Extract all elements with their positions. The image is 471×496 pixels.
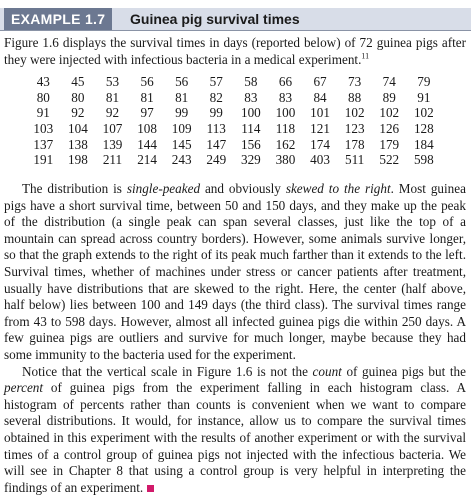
footnote-marker: 11 [361, 51, 370, 61]
data-cell: 57 [209, 74, 223, 90]
data-cell: 329 [240, 152, 261, 168]
data-cell: 53 [105, 74, 120, 90]
data-cell: 114 [241, 121, 261, 137]
data-cell: 88 [348, 89, 362, 105]
data-cell: 102 [379, 105, 400, 121]
data-cell: 91 [36, 105, 50, 121]
paragraph-vertical-scale [4, 364, 466, 496]
data-cell: 403 [310, 152, 330, 168]
data-cell: 81 [140, 89, 154, 105]
data-row [26, 74, 441, 90]
data-cell: 138 [68, 136, 88, 152]
data-cell: 81 [105, 89, 120, 105]
p1-text-b: and obviously [200, 181, 286, 196]
data-cell: 145 [171, 136, 192, 152]
data-cell: 56 [175, 74, 189, 90]
data-cell: 179 [379, 136, 400, 152]
p1-text-a: The distribution is [22, 181, 127, 196]
data-cell: 89 [382, 89, 396, 105]
data-cell: 108 [137, 121, 157, 137]
data-cell: 80 [36, 89, 50, 105]
data-cell: 198 [68, 152, 88, 168]
data-cell: 107 [102, 121, 123, 137]
p1-emphasis-skewed: skewed to the right [285, 181, 391, 196]
data-cell: 147 [206, 136, 227, 152]
data-cell: 43 [36, 74, 50, 90]
data-cell: 184 [413, 136, 434, 152]
p2-emphasis-count: count [312, 363, 342, 379]
example-title: Guinea pig survival times [130, 11, 300, 27]
data-cell: 79 [417, 74, 431, 90]
data-cell: 191 [33, 152, 54, 168]
data-cell: 162 [275, 136, 296, 152]
data-cell: 139 [102, 136, 123, 152]
data-cell: 598 [413, 152, 434, 168]
data-cell: 91 [417, 89, 431, 105]
data-cell: 243 [171, 152, 192, 168]
data-cell: 84 [313, 89, 327, 105]
data-cell: 80 [71, 89, 85, 105]
data-cell: 97 [140, 105, 154, 121]
p2-text-c: of guinea pigs from the experiment falling in each histogram class. A histogram of percents rather than counts is convenient when we want to compare several distributions. It would, for instance, allow us to compare the survival times obtained in this experiment with the results of another experiment or with the survival times of a control group of guinea pigs not injected with the infectious bacteria. We will see in Chapter 8 that using a control group is very helpful in interpreting the findings of an experiment. [4, 380, 466, 495]
data-cell: 82 [209, 89, 223, 105]
data-cell: 66 [278, 74, 293, 90]
data-cell: 156 [240, 136, 261, 152]
intro-text: Figure 1.6 displays the survival times in days (reported below) of 72 guinea pigs after they were injected with infectious bacteria in a medical experiment. [4, 35, 466, 67]
data-cell: 249 [206, 152, 227, 168]
data-cell: 128 [413, 121, 434, 137]
p1-text-c: . Most guinea pigs have a short survival time, between 50 and 150 days, and they make up the peak of the distribution (a single peak can span several classes, just like the top of a mountain can spread across country borders). However, some animals survive longer, so that the graph extends to the right of its peak much farther than it extends to the left. Survival times, whether of machines under stress or cancer patients after treatment, usually have distributions that are skewed to the right. Here, the center (half above, half below) lies between 100 and 149 days (the third class). The survival times range from 43 to 598 days. However, almost all infected guinea pigs die within 250 days. A few guinea pigs are outliers and survive for much longer, maybe because they had some immunity to the bacteria used for the experiment. [4, 181, 466, 362]
data-row [26, 90, 441, 106]
data-cell: 511 [344, 152, 365, 168]
data-cell: 109 [171, 121, 192, 137]
data-cell: 83 [244, 89, 258, 105]
example-tag: EXAMPLE 1.7 [4, 8, 112, 30]
data-cell: 104 [68, 121, 88, 137]
paragraph-distribution [4, 181, 466, 364]
data-cell: 126 [379, 121, 400, 137]
data-cell: 99 [175, 105, 189, 121]
data-row [26, 121, 441, 137]
p2-emphasis-percent: percent [4, 380, 44, 396]
data-cell: 100 [275, 105, 296, 121]
data-cell: 211 [102, 152, 123, 168]
data-cell: 99 [209, 105, 223, 121]
data-cell: 58 [244, 74, 258, 90]
data-cell: 73 [348, 74, 362, 90]
data-cell: 214 [137, 152, 157, 168]
p1-emphasis-single-peaked: single-peaked [126, 181, 201, 196]
data-cell: 102 [344, 105, 365, 121]
data-cell: 92 [71, 105, 85, 121]
data-cell: 56 [140, 74, 154, 90]
discussion-text [4, 181, 466, 496]
data-cell: 103 [33, 121, 54, 137]
data-cell: 522 [379, 152, 400, 168]
intro-paragraph [4, 34, 466, 68]
data-cell: 380 [275, 152, 296, 168]
data-cell: 121 [310, 121, 330, 137]
data-cell: 45 [71, 74, 85, 90]
data-cell: 118 [275, 121, 296, 137]
data-cell: 113 [206, 121, 226, 137]
example-banner [0, 8, 471, 31]
data-cell: 81 [175, 89, 189, 105]
data-row [26, 152, 441, 168]
data-cell: 67 [313, 74, 327, 90]
data-cell: 102 [413, 105, 434, 121]
p2-text-b: of guinea pigs but the [341, 363, 466, 379]
data-cell: 137 [33, 136, 54, 152]
data-cell: 83 [278, 89, 293, 105]
data-cell: 174 [310, 136, 330, 152]
data-cell: 92 [105, 105, 120, 121]
data-row [26, 105, 441, 121]
data-cell: 144 [137, 136, 157, 152]
data-cell: 100 [240, 105, 261, 121]
survival-times-table [26, 74, 441, 168]
survival-times-body [26, 74, 441, 168]
data-cell: 123 [344, 121, 365, 137]
end-of-example-icon [147, 485, 154, 492]
data-row [26, 136, 441, 152]
data-cell: 178 [344, 136, 365, 152]
data-cell: 101 [310, 105, 330, 121]
p2-text-a: Notice that the vertical scale in Figure 1.6 is not the [22, 363, 313, 379]
data-cell: 74 [382, 74, 396, 90]
